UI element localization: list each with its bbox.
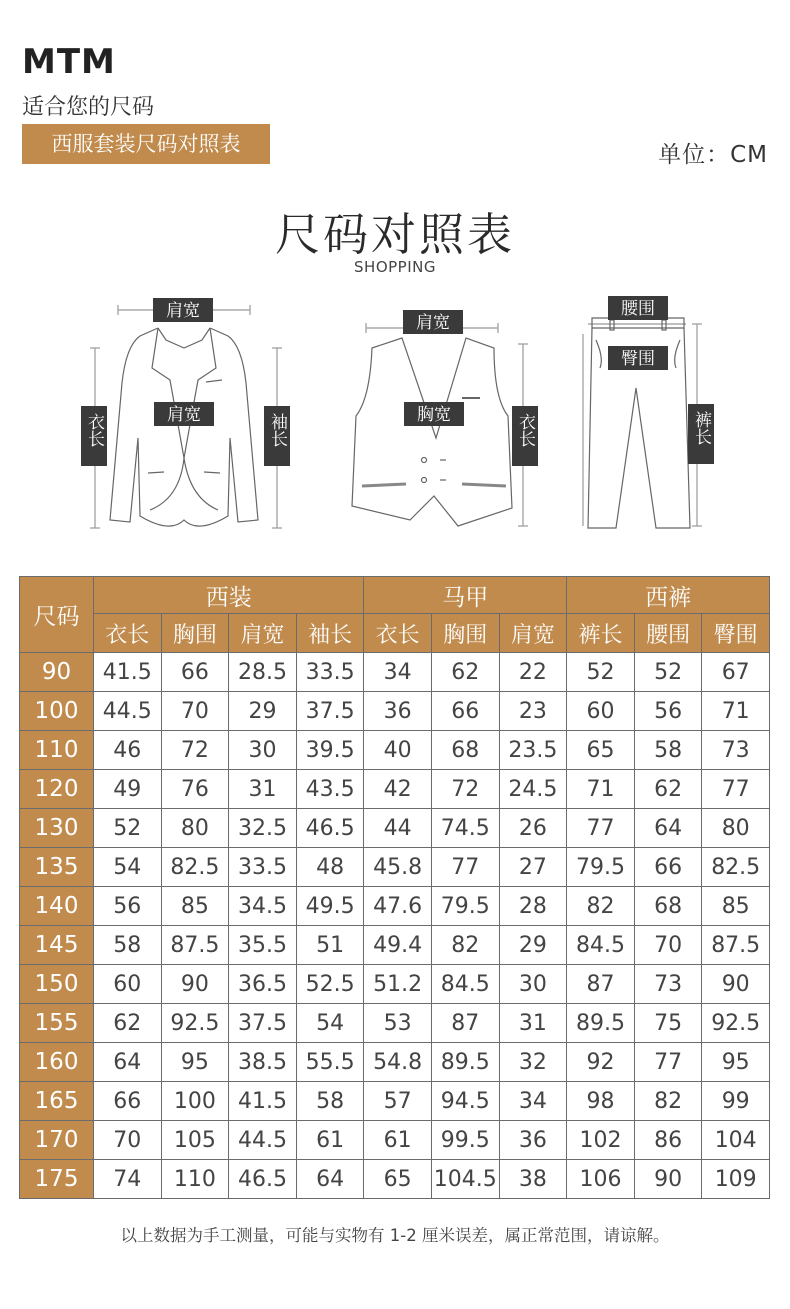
table-cell: 31 (229, 770, 297, 809)
table-cell: 49 (94, 770, 162, 809)
table-cell: 49.4 (364, 926, 432, 965)
table-cell: 54 (94, 848, 162, 887)
group-header-pants: 西裤 (567, 577, 770, 614)
chart-subtitle: SHOPPING (354, 258, 436, 276)
table-cell: 100 (161, 1082, 229, 1121)
svg-text:肩宽: 肩宽 (416, 313, 450, 333)
table-cell: 92 (567, 1043, 635, 1082)
table-cell: 73 (702, 731, 770, 770)
table-cell: 38 (499, 1160, 567, 1199)
table-cell: 28 (499, 887, 567, 926)
table-row (20, 1160, 770, 1199)
table-cell: 99.5 (431, 1121, 499, 1160)
table-cell: 57 (364, 1082, 432, 1121)
size-cell: 155 (20, 1004, 94, 1043)
table-cell: 48 (296, 848, 364, 887)
table-cell: 104 (702, 1121, 770, 1160)
table-cell: 49.5 (296, 887, 364, 926)
table-row (20, 809, 770, 848)
table-cell: 82 (567, 887, 635, 926)
table-cell: 52 (567, 653, 635, 692)
table-cell: 90 (702, 965, 770, 1004)
table-cell: 64 (634, 809, 702, 848)
column-header: 衣长 (94, 614, 162, 653)
table-cell: 56 (634, 692, 702, 731)
footer-note: 以上数据为手工测量，可能与实物有 1-2 厘米误差，属正常范围，请谅解。 (120, 1226, 670, 1245)
svg-text:衣长: 衣长 (84, 413, 104, 447)
table-cell: 75 (634, 1004, 702, 1043)
table-cell: 77 (634, 1043, 702, 1082)
table-cell: 37.5 (229, 1004, 297, 1043)
table-cell: 66 (94, 1082, 162, 1121)
brand-title: MTM (22, 42, 116, 82)
label-pants-waist (608, 296, 668, 320)
table-row (20, 1082, 770, 1121)
table-cell: 72 (431, 770, 499, 809)
table-row (20, 692, 770, 731)
table-cell: 67 (702, 653, 770, 692)
table-cell: 80 (702, 809, 770, 848)
page-subtitle: 适合您的尺码 (22, 95, 155, 120)
table-cell: 82 (634, 1082, 702, 1121)
table-cell: 44.5 (94, 692, 162, 731)
table-cell: 82 (431, 926, 499, 965)
table-row (20, 1043, 770, 1082)
table-row (20, 1121, 770, 1160)
table-cell: 98 (567, 1082, 635, 1121)
label-pants-hip (608, 346, 668, 370)
label-jacket-sleeve (264, 406, 290, 466)
svg-text:袖长: 袖长 (267, 413, 287, 447)
label-jacket-shoulder (153, 298, 213, 322)
table-body (20, 653, 770, 1199)
table-row (20, 731, 770, 770)
table-cell: 79.5 (431, 887, 499, 926)
table-cell: 52.5 (296, 965, 364, 1004)
table-cell: 92.5 (161, 1004, 229, 1043)
svg-text:腰围: 腰围 (621, 299, 655, 319)
table-cell: 29 (499, 926, 567, 965)
column-header: 胸围 (161, 614, 229, 653)
table-cell: 35.5 (229, 926, 297, 965)
table-cell: 34 (364, 653, 432, 692)
table-cell: 77 (702, 770, 770, 809)
size-cell: 135 (20, 848, 94, 887)
table-cell: 86 (634, 1121, 702, 1160)
table-cell: 72 (161, 731, 229, 770)
table-cell: 54 (296, 1004, 364, 1043)
table-cell: 45.8 (364, 848, 432, 887)
table-cell: 104.5 (431, 1160, 499, 1199)
table-cell: 41.5 (94, 653, 162, 692)
table-cell: 66 (161, 653, 229, 692)
table-cell: 65 (364, 1160, 432, 1199)
table-row (20, 965, 770, 1004)
column-header: 胸围 (431, 614, 499, 653)
table-cell: 32 (499, 1043, 567, 1082)
table-cell: 109 (702, 1160, 770, 1199)
table-cell: 87 (431, 1004, 499, 1043)
table-cell: 22 (499, 653, 567, 692)
table-row (20, 1004, 770, 1043)
label-vest-shoulder (403, 310, 463, 334)
table-cell: 37.5 (296, 692, 364, 731)
table-cell: 74 (94, 1160, 162, 1199)
table-cell: 79.5 (567, 848, 635, 887)
size-cell: 160 (20, 1043, 94, 1082)
size-cell: 165 (20, 1082, 94, 1121)
table-cell: 34.5 (229, 887, 297, 926)
table-cell: 66 (431, 692, 499, 731)
table-cell: 61 (364, 1121, 432, 1160)
table-cell: 30 (499, 965, 567, 1004)
table-cell: 62 (431, 653, 499, 692)
table-cell: 95 (161, 1043, 229, 1082)
table-cell: 99 (702, 1082, 770, 1121)
table-cell: 55.5 (296, 1043, 364, 1082)
table-cell: 23 (499, 692, 567, 731)
table-cell: 26 (499, 809, 567, 848)
table-cell: 52 (634, 653, 702, 692)
table-cell: 64 (94, 1043, 162, 1082)
table-cell: 24.5 (499, 770, 567, 809)
table-cell: 52 (94, 809, 162, 848)
table-cell: 71 (702, 692, 770, 731)
label-jacket-chest (154, 402, 214, 426)
size-column-header: 尺码 (20, 577, 94, 653)
table-cell: 60 (94, 965, 162, 1004)
table-cell: 34 (499, 1082, 567, 1121)
table-cell: 36 (499, 1121, 567, 1160)
table-cell: 82.5 (702, 848, 770, 887)
column-header: 袖长 (296, 614, 364, 653)
chart-title: 尺码对照表 (274, 208, 515, 261)
table-cell: 105 (161, 1121, 229, 1160)
table-row (20, 653, 770, 692)
svg-text:臀围: 臀围 (621, 349, 655, 369)
svg-text:肩宽: 肩宽 (166, 301, 200, 321)
table-cell: 77 (567, 809, 635, 848)
table-cell: 41.5 (229, 1082, 297, 1121)
table-cell: 89.5 (431, 1043, 499, 1082)
column-header: 臀围 (702, 614, 770, 653)
table-cell: 68 (634, 887, 702, 926)
section-tag: 西服套装尺码对照表 (22, 124, 270, 164)
size-cell: 145 (20, 926, 94, 965)
table-cell: 70 (634, 926, 702, 965)
table-cell: 90 (161, 965, 229, 1004)
group-header-suit: 西装 (94, 577, 364, 614)
table-cell: 85 (702, 887, 770, 926)
table-cell: 87.5 (161, 926, 229, 965)
column-header: 肩宽 (499, 614, 567, 653)
table-cell: 94.5 (431, 1082, 499, 1121)
column-header: 肩宽 (229, 614, 297, 653)
table-cell: 39.5 (296, 731, 364, 770)
size-cell: 170 (20, 1121, 94, 1160)
table-cell: 42 (364, 770, 432, 809)
group-header-vest: 马甲 (364, 577, 567, 614)
table-cell: 29 (229, 692, 297, 731)
table-cell: 56 (94, 887, 162, 926)
table-cell: 30 (229, 731, 297, 770)
table-cell: 46.5 (229, 1160, 297, 1199)
column-header: 衣长 (364, 614, 432, 653)
table-cell: 51.2 (364, 965, 432, 1004)
garment-illustrations (0, 288, 790, 538)
table-cell: 70 (94, 1121, 162, 1160)
table-cell: 44 (364, 809, 432, 848)
table-cell: 27 (499, 848, 567, 887)
table-cell: 61 (296, 1121, 364, 1160)
size-cell: 150 (20, 965, 94, 1004)
table-cell: 58 (94, 926, 162, 965)
table-row (20, 926, 770, 965)
table-cell: 64 (296, 1160, 364, 1199)
table-cell: 62 (94, 1004, 162, 1043)
table-cell: 74.5 (431, 809, 499, 848)
table-row (20, 770, 770, 809)
table-cell: 89.5 (567, 1004, 635, 1043)
column-header: 裤长 (567, 614, 635, 653)
size-cell: 100 (20, 692, 94, 731)
label-vest-chest (404, 402, 464, 426)
table-cell: 95 (702, 1043, 770, 1082)
table-cell: 87 (567, 965, 635, 1004)
size-cell: 130 (20, 809, 94, 848)
size-cell: 175 (20, 1160, 94, 1199)
table-cell: 62 (634, 770, 702, 809)
table-cell: 77 (431, 848, 499, 887)
table-cell: 71 (567, 770, 635, 809)
table-cell: 58 (296, 1082, 364, 1121)
table-cell: 70 (161, 692, 229, 731)
label-jacket-length (81, 406, 107, 466)
table-cell: 87.5 (702, 926, 770, 965)
table-cell: 85 (161, 887, 229, 926)
table-cell: 47.6 (364, 887, 432, 926)
table-cell: 44.5 (229, 1121, 297, 1160)
table-group-header (20, 577, 770, 614)
table-cell: 76 (161, 770, 229, 809)
table-cell: 51 (296, 926, 364, 965)
table-cell: 33.5 (229, 848, 297, 887)
table-cell: 23.5 (499, 731, 567, 770)
table-cell: 84.5 (431, 965, 499, 1004)
table-cell: 32.5 (229, 809, 297, 848)
table-cell: 28.5 (229, 653, 297, 692)
label-pants-length (688, 404, 714, 464)
table-cell: 54.8 (364, 1043, 432, 1082)
table-cell: 53 (364, 1004, 432, 1043)
column-header: 腰围 (634, 614, 702, 653)
table-cell: 46.5 (296, 809, 364, 848)
table-cell: 80 (161, 809, 229, 848)
table-cell: 110 (161, 1160, 229, 1199)
svg-text:衣长: 衣长 (515, 413, 535, 447)
table-cell: 82.5 (161, 848, 229, 887)
table-cell: 60 (567, 692, 635, 731)
table-cell: 36.5 (229, 965, 297, 1004)
svg-text:裤长: 裤长 (691, 411, 711, 445)
table-cell: 106 (567, 1160, 635, 1199)
table-cell: 58 (634, 731, 702, 770)
table-cell: 66 (634, 848, 702, 887)
unit-label: 单位：CM (658, 142, 768, 168)
table-cell: 40 (364, 731, 432, 770)
size-cell: 90 (20, 653, 94, 692)
table-row (20, 887, 770, 926)
table-row (20, 848, 770, 887)
size-cell: 110 (20, 731, 94, 770)
table-cell: 43.5 (296, 770, 364, 809)
table-cell: 90 (634, 1160, 702, 1199)
table-cell: 46 (94, 731, 162, 770)
table-cell: 102 (567, 1121, 635, 1160)
table-cell: 33.5 (296, 653, 364, 692)
table-cell: 68 (431, 731, 499, 770)
table-cell: 73 (634, 965, 702, 1004)
svg-text:胸宽: 胸宽 (417, 405, 451, 425)
svg-text:肩宽: 肩宽 (167, 405, 201, 425)
label-vest-length (512, 406, 538, 466)
table-cell: 84.5 (567, 926, 635, 965)
size-cell: 120 (20, 770, 94, 809)
size-table (19, 576, 770, 1199)
table-cell: 65 (567, 731, 635, 770)
size-cell: 140 (20, 887, 94, 926)
table-cell: 38.5 (229, 1043, 297, 1082)
table-cell: 36 (364, 692, 432, 731)
table-column-header (20, 614, 770, 653)
table-cell: 31 (499, 1004, 567, 1043)
table-cell: 92.5 (702, 1004, 770, 1043)
